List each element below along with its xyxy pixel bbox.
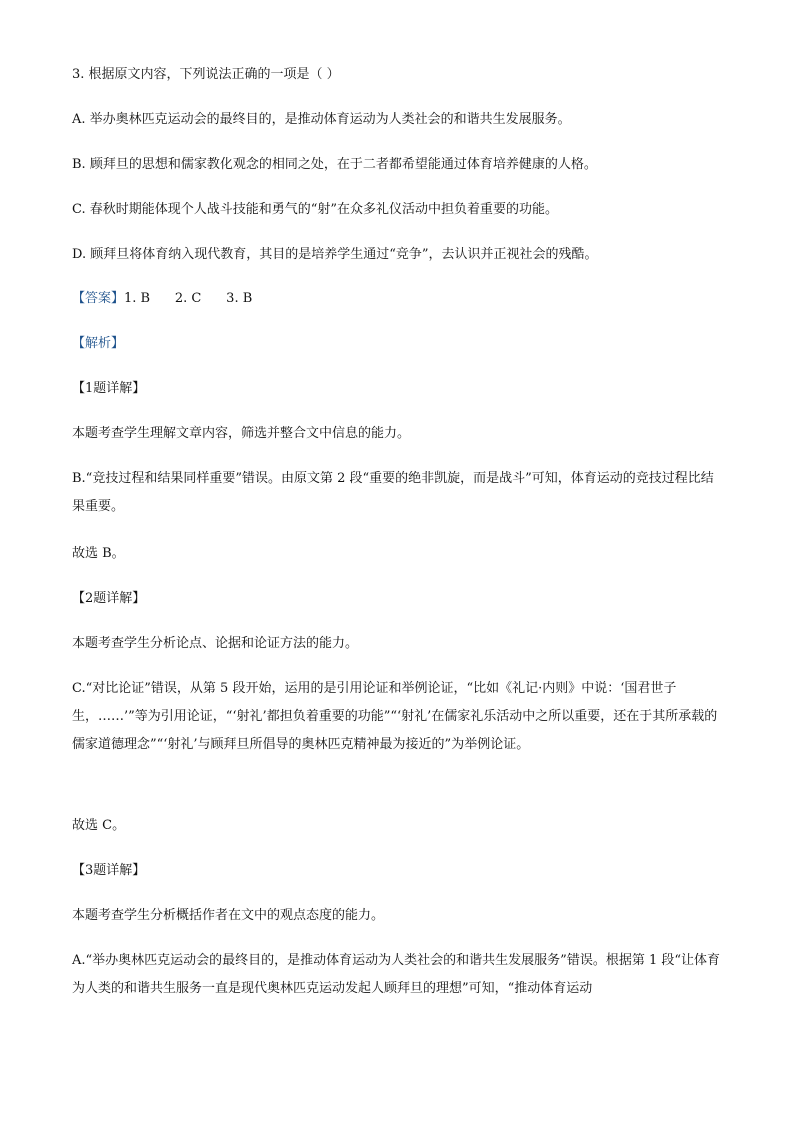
- q3-heading: 【3题详解】: [72, 863, 146, 878]
- option-a: A. 举办奥林匹克运动会的最终目的，是推动体育运动为人类社会的和谐共生发展服务。: [72, 112, 571, 127]
- q1-intro: 本题考查学生理解文章内容，筛选并整合文中信息的能力。: [72, 426, 411, 441]
- answer-line: [72, 290, 722, 308]
- q3-body: A.“举办奥林匹克运动会的最终目的，是推动体育运动为人类社会的和谐共生发展服务”错误。根据第 1 段“让体育为人类的和谐共生服务一直是现代奥林匹克运动发起人顾拜旦的理想”可知，“推动体育运动: [72, 953, 720, 996]
- analysis-tag: 【解析】: [72, 336, 125, 351]
- q1-body: B.“竞技过程和结果同样重要”错误。由原文第 2 段“重要的绝非凯旋，而是战斗”可知，体育运动的竞技过程比结果重要。: [72, 471, 714, 514]
- q1-heading: 【1题详解】: [72, 381, 146, 396]
- q1-conclusion: 故选 B。: [72, 546, 125, 561]
- q2-heading: 【2题详解】: [72, 591, 146, 606]
- option-b: B. 顾拜旦的思想和儒家教化观念的相同之处，在于二者都希望能通过体育培养健康的人格。: [72, 157, 597, 172]
- answer-tag: 【答案】: [72, 291, 125, 306]
- q2-conclusion: 故选 C。: [72, 818, 126, 833]
- option-d: D. 顾拜旦将体育纳入现代教育，其目的是培养学生通过“竞争”，去认识并正视社会的残酷。: [72, 247, 598, 262]
- q3-intro: 本题考查学生分析概括作者在文中的观点态度的能力。: [72, 908, 385, 923]
- question-3-stem: 3. 根据原文内容，下列说法正确的一项是（ ）: [72, 67, 340, 82]
- answer-text: 1. B 2. C 3. B: [124, 291, 253, 306]
- q2-body: C.“对比论证”错误，从第 5 段开始，运用的是引用论证和举例论证，“比如《礼记·内则》中说：‘国君世子生，……’”等为引用论证，“‘射礼’都担负着重要的功能”“‘射礼’在儒家礼乐活动中之所以重要，还在于其所承载的儒家道德理念”“‘射礼’与顾拜旦所倡导的奥林匹克精神最为接近的”为举例论证。: [72, 681, 718, 752]
- option-c: C. 春秋时期能体现个人战斗技能和勇气的“射”在众多礼仪活动中担负着重要的功能。: [72, 202, 559, 217]
- q2-intro: 本题考查学生分析论点、论据和论证方法的能力。: [72, 636, 359, 651]
